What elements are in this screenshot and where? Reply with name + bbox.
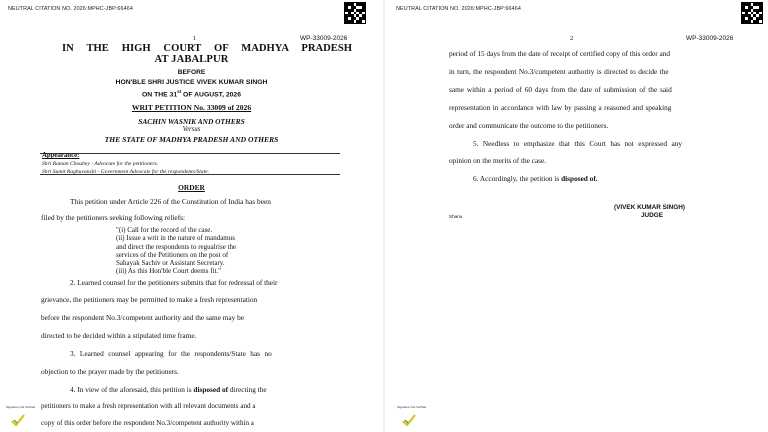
judge-name: HON'BLE SHRI JUSTICE VIVEK KUMAR SINGH	[115, 79, 268, 86]
signature-stamp: Signature Not Verified	[397, 406, 427, 428]
para4-line: copy of this order before the respondent No.3/competent authority within a	[41, 419, 254, 427]
para1-line: This petition under Article 226 of the Constitution of India has been	[70, 197, 271, 206]
page-number: 2	[570, 35, 574, 42]
para2-line: before the respondent No.3/competent authority and the same may be	[41, 313, 245, 322]
para5-line: 5. Needless to emphasize that this Court has not expressed any	[473, 139, 682, 148]
typist-initials: Shanu	[449, 214, 463, 219]
neutral-citation: NEUTRAL CITATION NO. 2026:MPHC-JBP:66464	[396, 6, 521, 12]
before-label: BEFORE	[177, 69, 206, 76]
court-place: AT JABALPUR	[154, 54, 229, 65]
relief-item: (ii) Issue a writ in the nature of mandamus	[116, 234, 235, 243]
order-heading: ORDER	[178, 183, 205, 192]
para6-line: 6. Accordingly, the petition is disposed of.	[473, 174, 598, 183]
case-reference: WP-33009-2026	[300, 35, 348, 42]
qr-code-icon	[344, 2, 366, 24]
relief-item: (iii) As this Hon'ble Court deems fit."	[116, 267, 222, 276]
para2-line: 2. Learned counsel for the petitioners submits that for redressal of their	[70, 278, 278, 287]
document-page-1	[0, 0, 383, 432]
para4-line: petitioners to make a fresh representation with all relevant documents and a	[41, 402, 256, 410]
neutral-citation: NEUTRAL CITATION NO. 2026:MPHC-JBP:66464	[8, 6, 133, 12]
continued-line: order and communicate the outcome to the petitioners.	[449, 121, 609, 130]
continued-line: period of 15 days from the date of receipt of certified copy of this order and	[449, 49, 671, 58]
versus-label: Versus	[182, 126, 201, 133]
relief-item: and direct the respondents to regualrise the	[116, 242, 237, 251]
page-number: 1	[193, 35, 197, 42]
para3-line: 3. Learned counsel appearing for the respondents/State has no	[70, 349, 272, 358]
judge-signature-name: (VIVEK KUMAR SINGH)	[614, 204, 686, 211]
para5-line: opinion on the merits of the case.	[449, 156, 547, 165]
court-title: IN THE HIGH COURT OF MADHYA PRADESH	[62, 43, 352, 54]
appearance-label: Appearance:	[42, 152, 80, 159]
para4-line: 4. In view of the aforesaid, this petition is disposed of directing the	[70, 385, 267, 394]
para1-line: filed by the petitioners seeking following reliefs:	[41, 213, 186, 222]
case-reference: WP-33009-2026	[686, 35, 734, 42]
relief-item: "(i) Call for the record of the case.	[116, 226, 213, 234]
continued-line: in turn, the respondent No.3/competent authority is directed to decide the	[449, 67, 669, 76]
appearance-state-counsel: Shri Sumit Raghuvanshi - Government Advocate for the respondents/State.	[42, 169, 210, 175]
qr-code-icon	[741, 2, 763, 24]
signature-stamp: Signature Not Verified	[6, 406, 36, 428]
petition-number: WRIT PETITION No. 33009 of 2026	[131, 103, 252, 112]
appearance-petitioner-counsel: Shri Raman Choubey - Advocate for the petitioners.	[42, 161, 159, 167]
continued-line: representation in accordance with law by passing a reasoned and speaking	[449, 103, 672, 112]
judge-signature-title: JUDGE	[641, 212, 664, 219]
reliefs-quote	[116, 226, 236, 276]
para3-line: objection to the prayer made by the petitioners.	[41, 367, 179, 376]
relief-item: Sahayak Sachiv or Assistant Secretary.	[116, 259, 225, 268]
signature-check-icon	[402, 414, 416, 426]
relief-item: services of the Petitioners on the post of	[116, 250, 229, 259]
document-page-2	[385, 0, 768, 432]
para2-line: directed to be decided within a stipulated time frame.	[41, 331, 197, 340]
signature-check-icon	[11, 414, 25, 426]
order-date: ON THE 31st OF AUGUST, 2026	[142, 89, 241, 99]
respondent-name: THE STATE OF MADHYA PRADESH AND OTHERS	[104, 135, 279, 144]
continued-line: same within a period of 60 days from the date of submission of the said	[449, 85, 672, 94]
para2-line: grievance, the petitioners may be permitted to make a fresh representation	[41, 295, 258, 304]
petitioner-name: SACHIN WASNIK AND OTHERS	[138, 117, 245, 126]
